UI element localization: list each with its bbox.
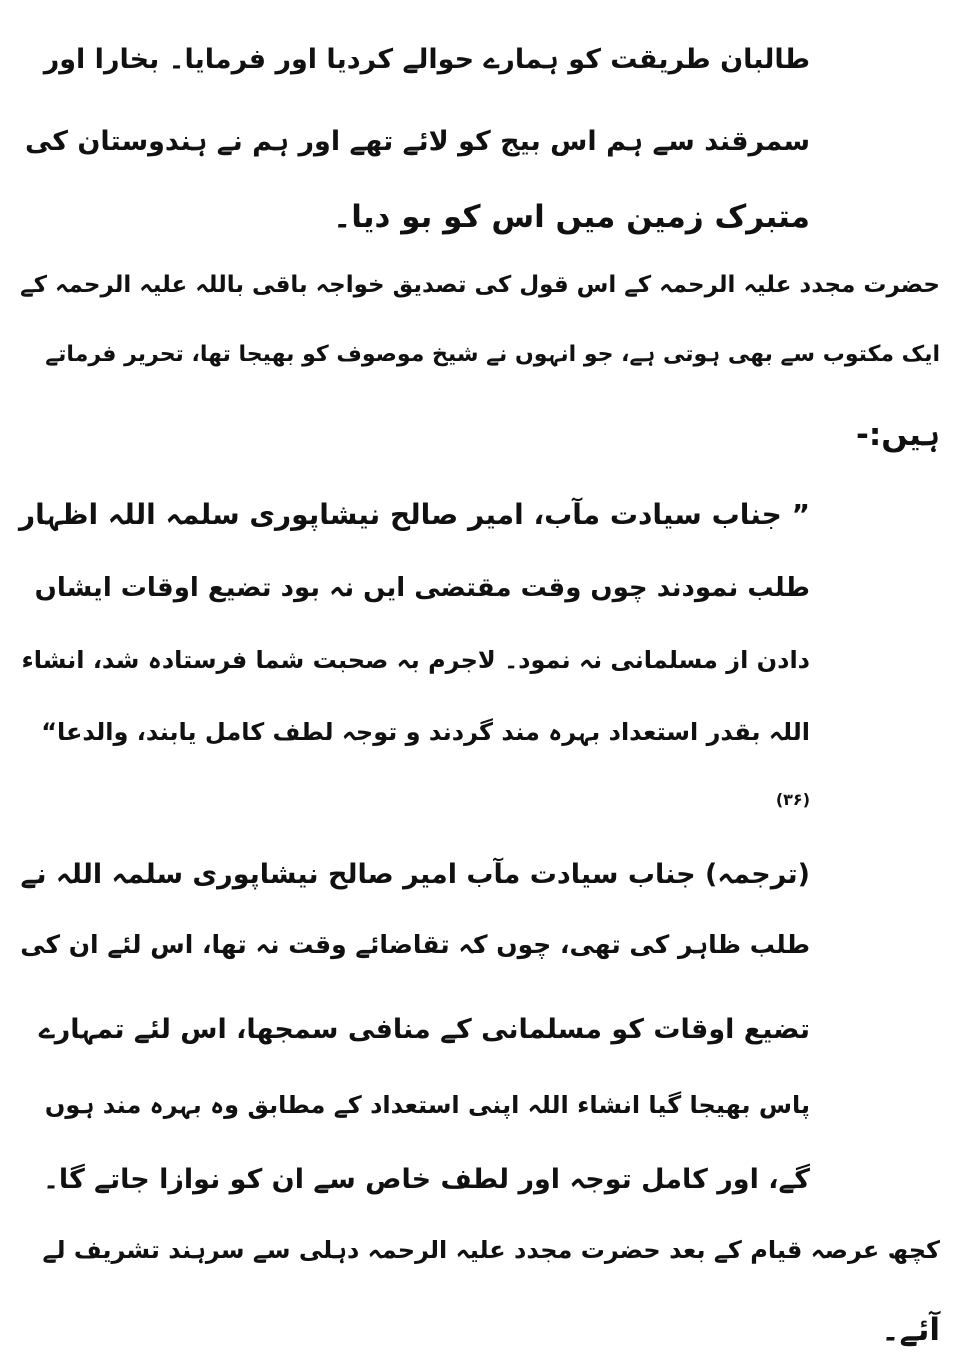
text-line: تضیع اوقات کو مسلمانی کے منافی سمجھا، اس لئے تمہارے: [38, 1014, 810, 1045]
text-line: متبرک زمین میں اس کو بو دیا۔: [333, 199, 810, 235]
text-line: ایک مکتوب سے بھی ہوتی ہے، جو انہوں نے شیخ موصوف کو بھیجا تھا، تحریر فرماتے: [45, 342, 940, 367]
text-line: آئے۔: [881, 1312, 940, 1348]
text-line: سمرقند سے ہم اس بیج کو لائے تھے اور ہم نے ہندوستان کی: [24, 126, 810, 157]
text-line: حضرت مجدد علیہ الرحمہ کے اس قول کی تصدیق خواجہ باقی باللہ علیہ الرحمہ کے: [20, 272, 940, 298]
text-line: طلب نمودند چوں وقت مقتضی ایں نہ بود تضیع اوقات ایشاں: [34, 573, 810, 603]
text-line: ” جناب سیادت مآب، امیر صالح نیشاپوری سلمہ اللہ اظہار: [19, 498, 810, 531]
text-line: دادن از مسلمانی نہ نمود۔ لاجرم بہ صحبت شما فرستادہ شد، انشاء: [21, 646, 810, 674]
text-line: پاس بھیجا گیا انشاء اللہ اپنی استعداد کے مطابق وہ بہرہ مند ہوں: [44, 1091, 810, 1119]
text-line: گے، اور کامل توجہ اور لطف خاص سے ان کو نوازا جاتے گا۔: [43, 1164, 810, 1195]
text-line: کچھ عرصہ قیام کے بعد حضرت مجدد علیہ الرحمہ دہلی سے سرہند تشریف لے: [42, 1236, 940, 1264]
reference-number: (۳۶): [775, 790, 810, 809]
text-line: طالبان طریقت کو ہمارے حوالے کردیا اور فرمایا۔ بخارا اور: [43, 44, 810, 75]
text-line: اللہ بقدر استعداد بہرہ مند گردند و توجہ لطف کامل یابند، والدعا“: [41, 718, 810, 746]
text-line: طلب ظاہر کی تھی، چوں کہ تقاضائے وقت نہ تھا، اس لئے ان کی: [20, 930, 810, 959]
text-line: (ترجمہ) جناب سیادت مآب امیر صالح نیشاپوری سلمہ اللہ نے: [20, 859, 810, 890]
text-line: ہیں:-: [856, 417, 940, 453]
